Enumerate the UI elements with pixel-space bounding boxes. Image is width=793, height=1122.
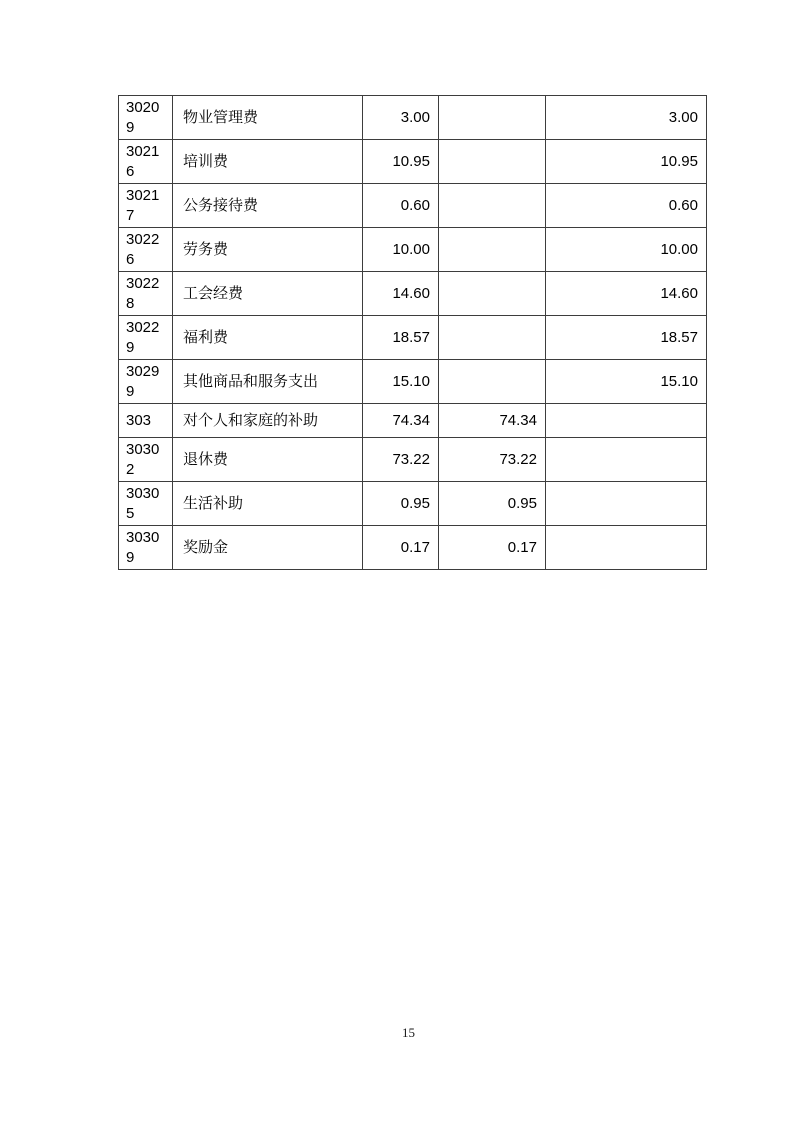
amount-cell-3: 15.10 <box>546 360 707 404</box>
budget-table <box>118 95 707 570</box>
code-cell: 30302 <box>119 438 173 482</box>
amount-cell-2: 0.17 <box>439 526 546 570</box>
amount-cell-3: 10.00 <box>546 228 707 272</box>
amount-cell-3: 14.60 <box>546 272 707 316</box>
amount-cell-3 <box>546 404 707 438</box>
amount-cell-1: 73.22 <box>363 438 439 482</box>
code-cell: 30309 <box>119 526 173 570</box>
item-name-cell: 劳务费 <box>173 228 363 272</box>
table-row <box>119 404 707 438</box>
item-name-cell: 生活补助 <box>173 482 363 526</box>
amount-cell-2: 74.34 <box>439 404 546 438</box>
code-cell: 30216 <box>119 140 173 184</box>
amount-cell-1: 3.00 <box>363 96 439 140</box>
amount-cell-2: 73.22 <box>439 438 546 482</box>
amount-cell-3: 0.60 <box>546 184 707 228</box>
item-name-cell: 福利费 <box>173 316 363 360</box>
amount-cell-2 <box>439 184 546 228</box>
amount-cell-2 <box>439 272 546 316</box>
code-cell: 30229 <box>119 316 173 360</box>
table-row <box>119 140 707 184</box>
amount-cell-1: 74.34 <box>363 404 439 438</box>
amount-cell-3 <box>546 526 707 570</box>
table-body <box>119 96 707 570</box>
amount-cell-1: 15.10 <box>363 360 439 404</box>
amount-cell-3 <box>546 482 707 526</box>
code-cell: 30217 <box>119 184 173 228</box>
code-cell: 30305 <box>119 482 173 526</box>
table-row <box>119 184 707 228</box>
code-cell: 30228 <box>119 272 173 316</box>
code-cell: 30299 <box>119 360 173 404</box>
amount-cell-1: 18.57 <box>363 316 439 360</box>
table-row <box>119 228 707 272</box>
table-row <box>119 360 707 404</box>
amount-cell-3: 18.57 <box>546 316 707 360</box>
item-name-cell: 培训费 <box>173 140 363 184</box>
item-name-cell: 公务接待费 <box>173 184 363 228</box>
table-row <box>119 316 707 360</box>
item-name-cell: 其他商品和服务支出 <box>173 360 363 404</box>
amount-cell-3 <box>546 438 707 482</box>
item-name-cell: 对个人和家庭的补助 <box>173 404 363 438</box>
table-row <box>119 96 707 140</box>
amount-cell-1: 10.00 <box>363 228 439 272</box>
amount-cell-3: 10.95 <box>546 140 707 184</box>
amount-cell-1: 0.60 <box>363 184 439 228</box>
amount-cell-2 <box>439 360 546 404</box>
amount-cell-2 <box>439 228 546 272</box>
table-row <box>119 272 707 316</box>
code-cell: 30209 <box>119 96 173 140</box>
page-number: 15 <box>402 1025 415 1040</box>
item-name-cell: 工会经费 <box>173 272 363 316</box>
item-name-cell: 退休费 <box>173 438 363 482</box>
code-cell: 30226 <box>119 228 173 272</box>
amount-cell-2 <box>439 96 546 140</box>
amount-cell-1: 0.95 <box>363 482 439 526</box>
table-row <box>119 526 707 570</box>
amount-cell-2 <box>439 140 546 184</box>
table-row <box>119 438 707 482</box>
item-name-cell: 奖励金 <box>173 526 363 570</box>
amount-cell-2: 0.95 <box>439 482 546 526</box>
item-name-cell: 物业管理费 <box>173 96 363 140</box>
amount-cell-1: 14.60 <box>363 272 439 316</box>
amount-cell-1: 0.17 <box>363 526 439 570</box>
amount-cell-2 <box>439 316 546 360</box>
amount-cell-1: 10.95 <box>363 140 439 184</box>
amount-cell-3: 3.00 <box>546 96 707 140</box>
table-row <box>119 482 707 526</box>
code-cell: 303 <box>119 404 173 438</box>
